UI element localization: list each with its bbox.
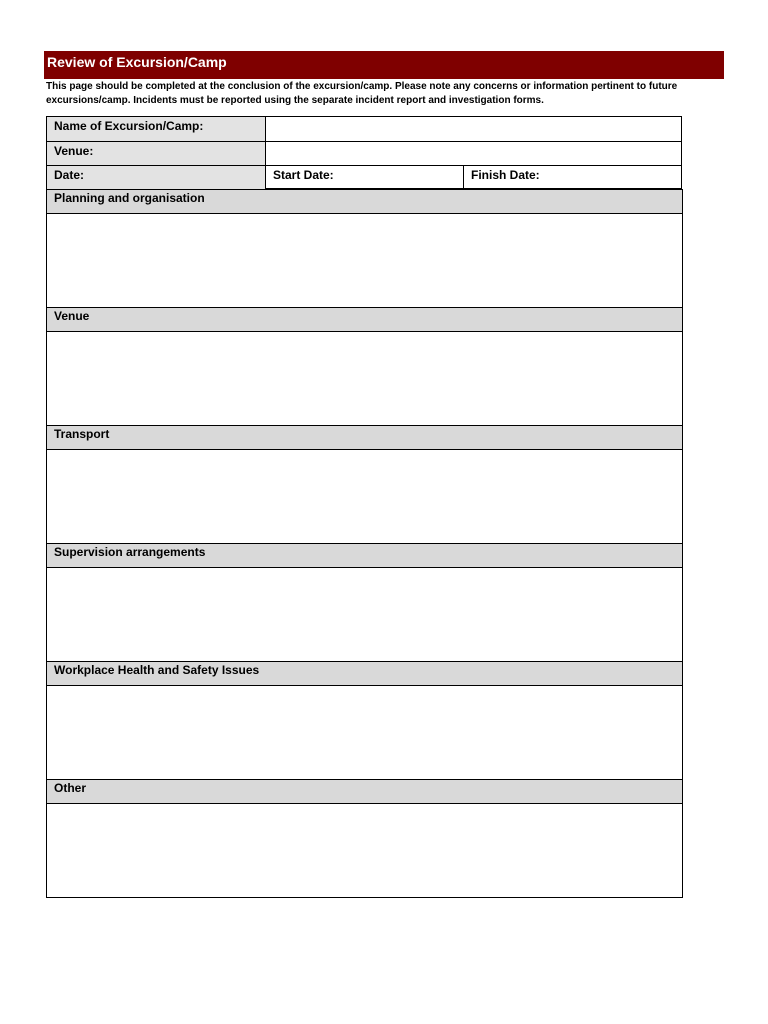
section-header-venue: Venue [47,307,682,332]
section-header-other: Other [47,779,682,804]
finish-date-field[interactable]: Finish Date: [471,168,540,182]
review-sections [46,189,683,898]
name-label: Name of Excursion/Camp: [47,117,266,141]
section-body-planning[interactable] [47,214,682,307]
name-field[interactable] [266,117,681,141]
section-header-planning: Planning and organisation [47,189,682,214]
section-header-whs: Workplace Health and Safety Issues [47,661,682,686]
name-row [47,117,681,142]
start-date-field[interactable]: Start Date: [266,166,464,189]
form-instructions: This page should be completed at the conclusion of the excursion/camp. Please note any concerns or information pertinent to future excursions/camp. Incidents must be reported using the separate incident report and investigation forms. [46,81,678,106]
section-body-whs[interactable] [47,686,682,779]
venue-field[interactable] [266,142,681,165]
section-body-other[interactable] [47,804,682,897]
section-header-transport: Transport [47,425,682,450]
venue-label: Venue: [47,142,266,165]
section-body-venue[interactable] [47,332,682,425]
date-label: Date: [47,166,266,189]
excursion-info-table [46,116,682,189]
section-body-supervision[interactable] [47,568,682,661]
venue-row [47,142,681,166]
section-body-transport[interactable] [47,450,682,543]
section-header-supervision: Supervision arrangements [47,543,682,568]
date-row [47,166,681,189]
form-title: Review of Excursion/Camp [44,51,724,79]
